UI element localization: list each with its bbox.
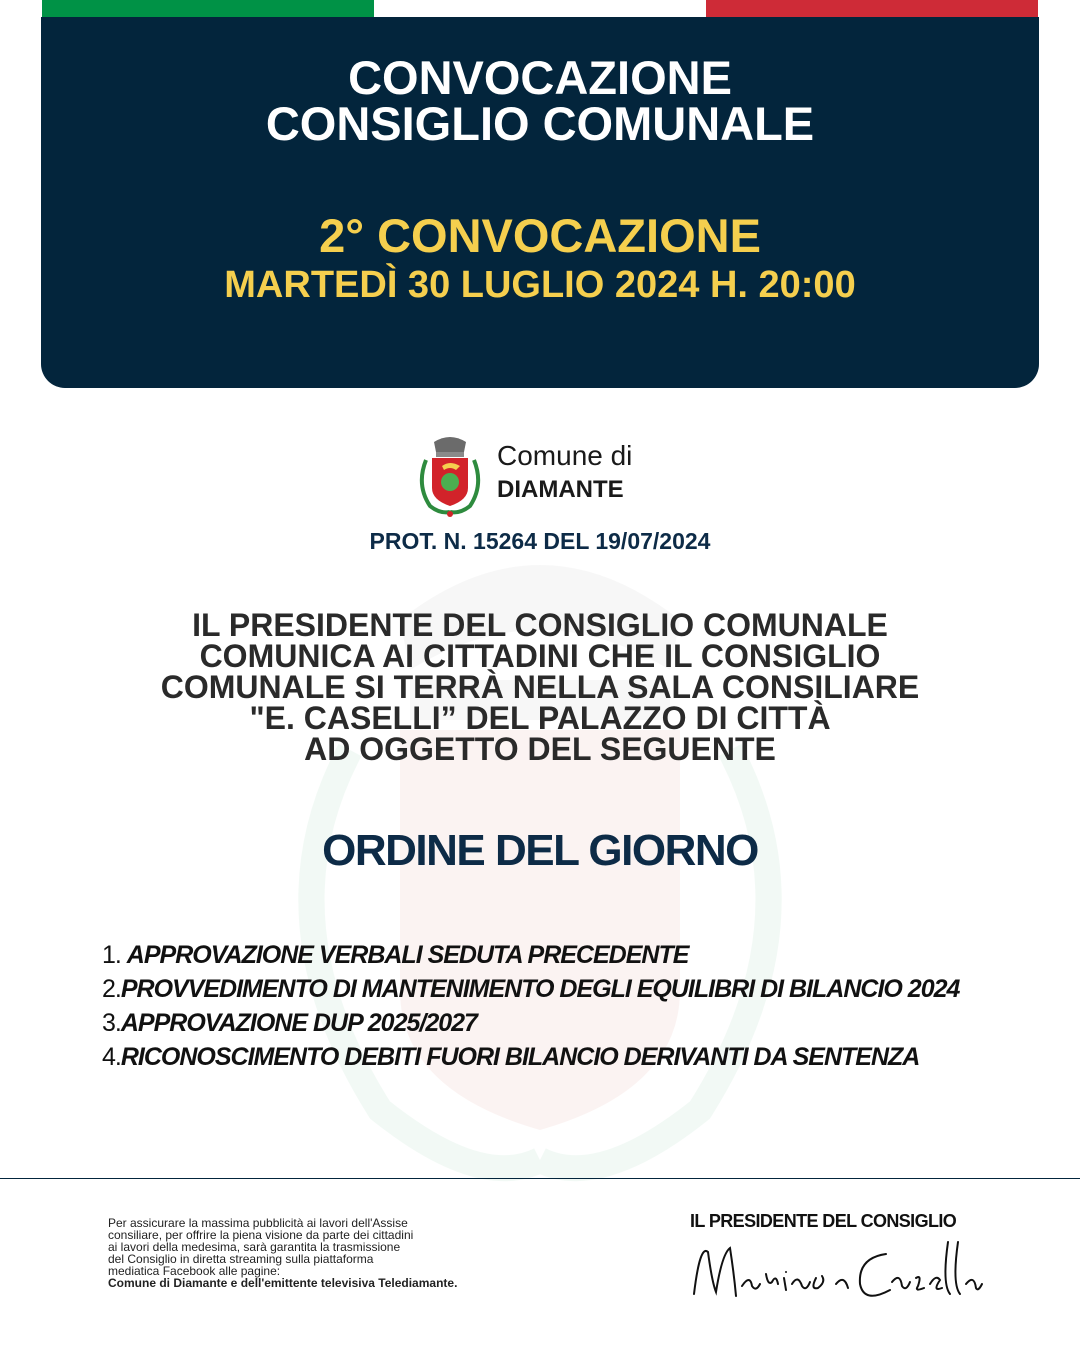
note-line: ai lavori della medesima, sarà garantita la trasmissione bbox=[108, 1240, 401, 1254]
header-title-line1: CONVOCAZIONE bbox=[348, 51, 732, 104]
header-title-line2: CONSIGLIO COMUNALE bbox=[265, 97, 815, 150]
handwritten-signature bbox=[686, 1234, 986, 1314]
agenda-item bbox=[102, 1040, 1062, 1074]
agenda-list bbox=[102, 938, 1062, 1074]
agenda-item-number: 1. bbox=[102, 941, 127, 969]
note-line: Per assicurare la massima pubblicità ai lavori dell'Assise bbox=[108, 1216, 408, 1230]
announcement-line: AD OGGETTO DEL SEGUENTE bbox=[304, 731, 776, 767]
announcement bbox=[60, 607, 1020, 767]
president-label: IL PRESIDENTE DEL CONSIGLIO bbox=[690, 1211, 957, 1231]
meeting-datetime: MARTEDÌ 30 LUGLIO 2024 H. 20:00 bbox=[224, 264, 856, 306]
convocation-label: 2° CONVOCAZIONE bbox=[319, 209, 761, 262]
agenda-item-text: APPROVAZIONE VERBALI SEDUTA PRECEDENTE bbox=[126, 941, 689, 969]
announcement-line: IL PRESIDENTE DEL CONSIGLIO COMUNALE bbox=[192, 607, 888, 643]
header-banner bbox=[41, 17, 1039, 388]
agenda-item-number: 2. bbox=[102, 975, 121, 1003]
agenda-item-number: 3. bbox=[102, 1009, 121, 1037]
agenda-item-text: RICONOSCIMENTO DEBITI FUORI BILANCIO DERIVANTI DA SENTENZA bbox=[120, 1043, 920, 1071]
flag-red bbox=[706, 0, 1038, 17]
agenda-item bbox=[102, 1006, 1062, 1040]
comune-logo bbox=[414, 430, 654, 520]
streaming-note bbox=[108, 1217, 528, 1289]
note-line: consiliare, per offrire la piena visione da parte dei cittadini bbox=[108, 1228, 414, 1242]
flag-green bbox=[42, 0, 374, 17]
announcement-line: COMUNALE SI TERRÀ NELLA SALA CONSILIARE bbox=[160, 669, 920, 705]
announcement-line: COMUNICA AI CITTADINI CHE IL CONSIGLIO bbox=[199, 638, 881, 674]
agenda-item bbox=[102, 972, 1062, 1006]
note-bold-line: Comune di Diamante e dell'emittente televisiva Telediamante. bbox=[108, 1276, 458, 1290]
flag-white bbox=[374, 0, 706, 17]
italian-flag-stripe bbox=[42, 0, 1038, 17]
logo-text-diamante: DIAMANTE bbox=[497, 476, 624, 503]
logo-text-comune: Comune di bbox=[497, 440, 633, 471]
agenda-title: ORDINE DEL GIORNO bbox=[322, 826, 758, 875]
agenda-item bbox=[102, 938, 1062, 972]
coat-of-arms-icon bbox=[414, 430, 486, 520]
protocol-number: PROT. N. 15264 DEL 19/07/2024 bbox=[369, 528, 711, 554]
agenda-item-text: PROVVEDIMENTO DI MANTENIMENTO DEGLI EQUILIBRI DI BILANCIO 2024 bbox=[120, 975, 960, 1003]
footer-divider bbox=[0, 1178, 1080, 1179]
announcement-line: "E. CASELLI” DEL PALAZZO DI CITTÀ bbox=[249, 700, 831, 736]
agenda-item-number: 4. bbox=[102, 1043, 121, 1071]
note-line: del Consiglio in diretta streaming sulla piattaforma bbox=[108, 1252, 374, 1266]
agenda-item-text: APPROVAZIONE DUP 2025/2027 bbox=[120, 1009, 477, 1037]
note-line: mediatica Facebook alle pagine: bbox=[108, 1264, 281, 1278]
